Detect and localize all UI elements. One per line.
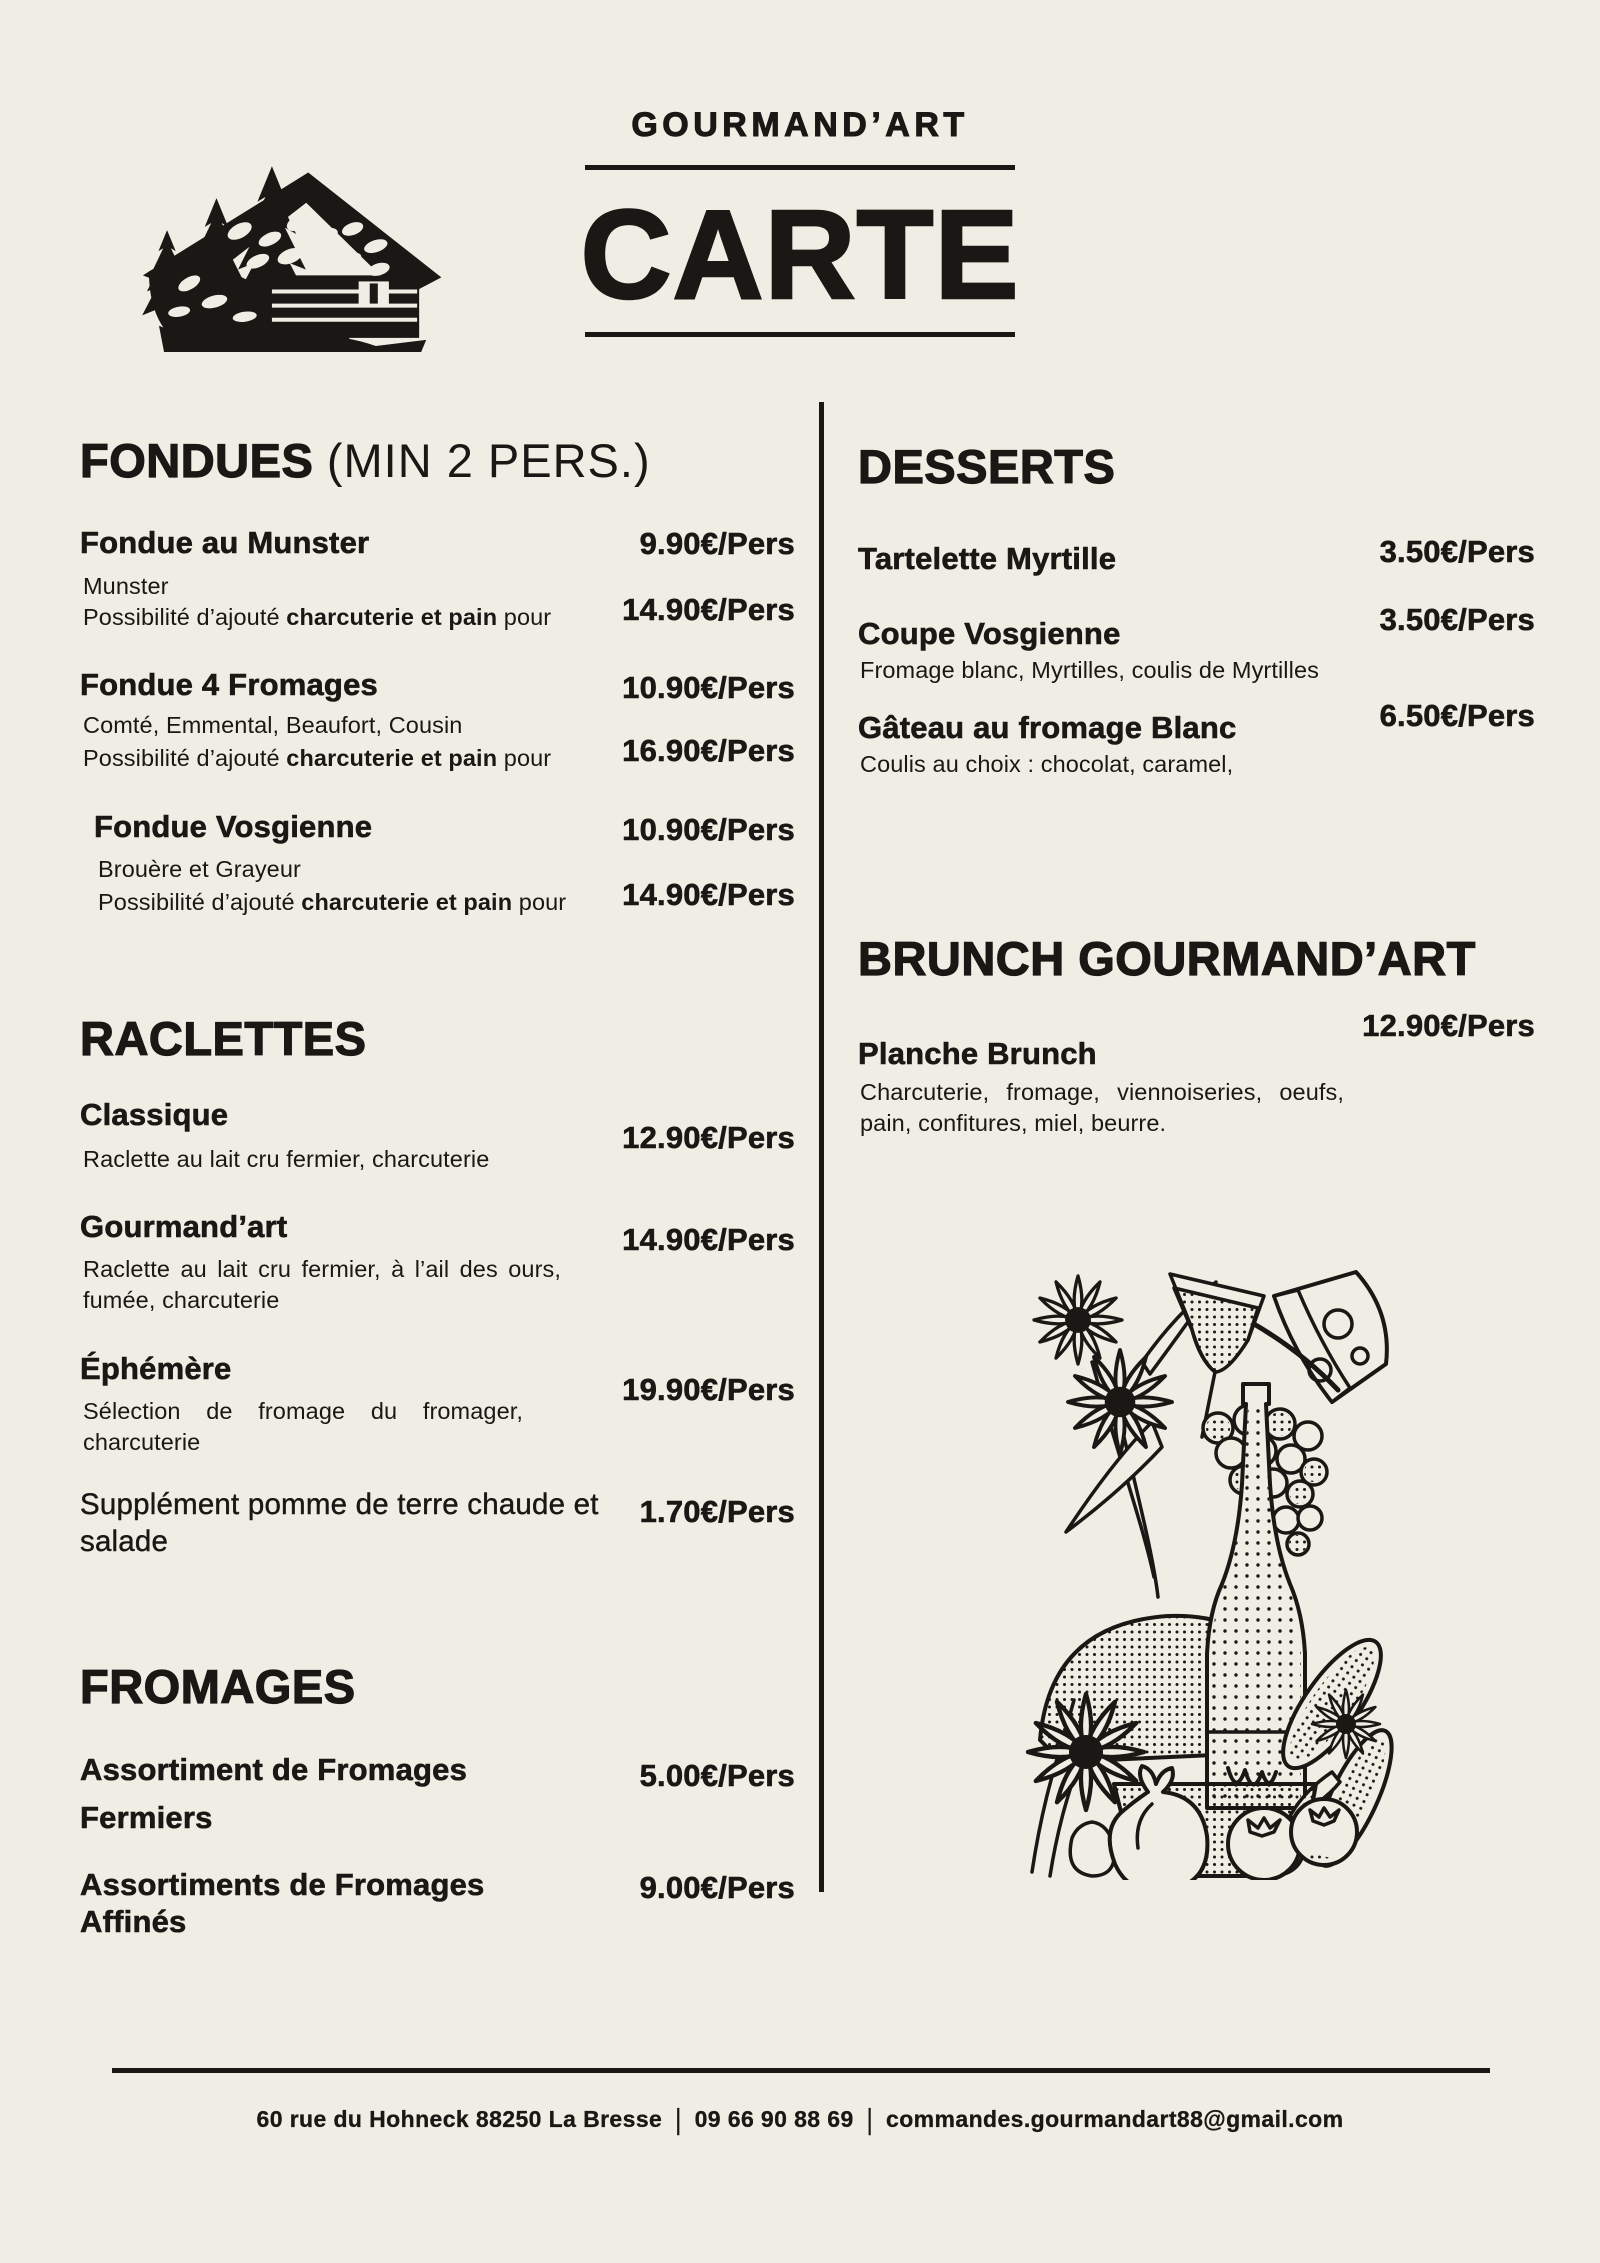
- left-column: [80, 0, 795, 2263]
- item-desc: Munster: [83, 573, 169, 599]
- item-desc: Sélection de fromage du fromager, charcuterie: [83, 1398, 523, 1455]
- footer-rule: [112, 2068, 1490, 2073]
- item-desc: Coulis au choix : chocolat, caramel,: [860, 751, 1234, 777]
- brand-name: GOURMAND’ART: [631, 106, 969, 144]
- desserts-title: DESSERTS: [858, 440, 1116, 493]
- section-title-raclettes: [80, 1014, 795, 1063]
- menu-item: [858, 698, 1535, 747]
- menu-item: [80, 1486, 795, 1560]
- item-desc: Raclette au lait cru fermier, à l’ail des ours, fumée, charcuterie: [83, 1256, 561, 1313]
- item-name: Coupe Vosgienne: [858, 616, 1121, 651]
- item-price: 9.90€/Pers: [639, 526, 795, 561]
- item-option-text: Possibilité d’ajouté charcuterie et pain pour: [98, 889, 567, 915]
- item-name: Assortiment de Fromages Fermiers: [80, 1752, 468, 1835]
- item-name: Gourmand’art: [80, 1209, 288, 1244]
- item-desc: Charcuterie, fromage, viennoiseries, oeufs, pain, confitures, miel, beurre.: [860, 1079, 1344, 1136]
- item-price: 3.50€/Pers: [1379, 602, 1535, 637]
- menu-item: [80, 1746, 795, 1842]
- menu-item: [80, 1096, 795, 1155]
- item-desc: Brouère et Grayeur: [98, 856, 301, 882]
- item-option-price: 14.90€/Pers: [622, 877, 795, 912]
- section-title-fondues: [80, 436, 795, 485]
- menu-item: [858, 534, 1535, 578]
- item-name: Fondue Vosgienne: [94, 809, 373, 844]
- item-desc: Comté, Emmental, Beaufort, Cousin: [83, 712, 463, 738]
- food-still-life-illustration-icon: [1002, 1232, 1398, 1880]
- fondues-title: FONDUES: [80, 434, 314, 487]
- item-option-text: Possibilité d’ajouté charcuterie et pain pour: [83, 604, 552, 630]
- right-column: [858, 0, 1535, 2263]
- menu-item: [80, 1350, 795, 1407]
- item-option-text: Possibilité d’ajouté charcuterie et pain pour: [83, 745, 552, 771]
- item-name: Fondue 4 Fromages: [80, 667, 378, 702]
- item-option-price: 16.90€/Pers: [622, 733, 795, 768]
- item-name: Gâteau au fromage Blanc: [858, 710, 1237, 745]
- item-desc: Fromage blanc, Myrtilles, coulis de Myrtilles: [860, 657, 1319, 683]
- footer-email: commandes.gourmandart88@gmail.com: [886, 2106, 1344, 2132]
- menu-item: [858, 602, 1535, 653]
- item-option-price: 14.90€/Pers: [622, 592, 795, 627]
- raclettes-title: RACLETTES: [80, 1012, 367, 1065]
- fromages-title: FROMAGES: [80, 1660, 356, 1713]
- section-title-brunch: [858, 934, 1535, 983]
- menu-item: [80, 808, 795, 846]
- footer-phone: 09 66 90 88 69: [694, 2106, 854, 2132]
- footer-contact: [0, 2102, 1600, 2136]
- menu-item: [80, 1866, 795, 1940]
- item-name: Classique: [80, 1097, 229, 1132]
- menu-item: [80, 666, 795, 704]
- item-price: 14.90€/Pers: [622, 1222, 795, 1257]
- menu-item: [80, 524, 795, 562]
- item-desc: Raclette au lait cru fermier, charcuterie: [83, 1146, 490, 1172]
- item-name: Fondue au Munster: [80, 525, 370, 560]
- item-price: 3.50€/Pers: [1379, 534, 1535, 569]
- item-price: 1.70€/Pers: [639, 1494, 795, 1529]
- section-title-fromages: [80, 1662, 795, 1711]
- menu-item: [858, 1008, 1535, 1073]
- item-price: 9.00€/Pers: [639, 1870, 795, 1905]
- section-title-desserts: [858, 442, 1535, 491]
- item-price: 12.90€/Pers: [1362, 1008, 1535, 1043]
- item-price: 10.90€/Pers: [622, 670, 795, 705]
- item-option-row: [80, 592, 795, 633]
- item-name: Supplément pomme de terre chaude et salade: [80, 1488, 599, 1558]
- item-price: 19.90€/Pers: [622, 1372, 795, 1407]
- menu-item: [80, 1208, 795, 1257]
- footer-separator: |: [866, 2102, 874, 2136]
- item-name: Éphémère: [80, 1351, 232, 1386]
- item-name: Tartelette Myrtille: [858, 541, 1117, 576]
- page-title: CARTE: [580, 184, 1020, 325]
- item-name: Planche Brunch: [858, 1036, 1097, 1071]
- column-divider: [819, 402, 824, 1892]
- item-name: Assortiments de Fromages Affinés: [80, 1867, 485, 1939]
- item-option-row: [80, 733, 795, 774]
- brunch-title: BRUNCH GOURMAND’ART: [858, 932, 1476, 985]
- item-price: 6.50€/Pers: [1379, 698, 1535, 733]
- item-price: 5.00€/Pers: [639, 1758, 795, 1793]
- footer-separator: |: [675, 2102, 682, 2136]
- item-price: 10.90€/Pers: [622, 812, 795, 847]
- fondues-subtitle: (MIN 2 PERS.): [326, 434, 651, 487]
- item-option-row: [80, 877, 795, 918]
- footer-address: 60 rue du Hohneck 88250 La Bresse: [256, 2106, 663, 2132]
- item-price: 12.90€/Pers: [622, 1120, 795, 1155]
